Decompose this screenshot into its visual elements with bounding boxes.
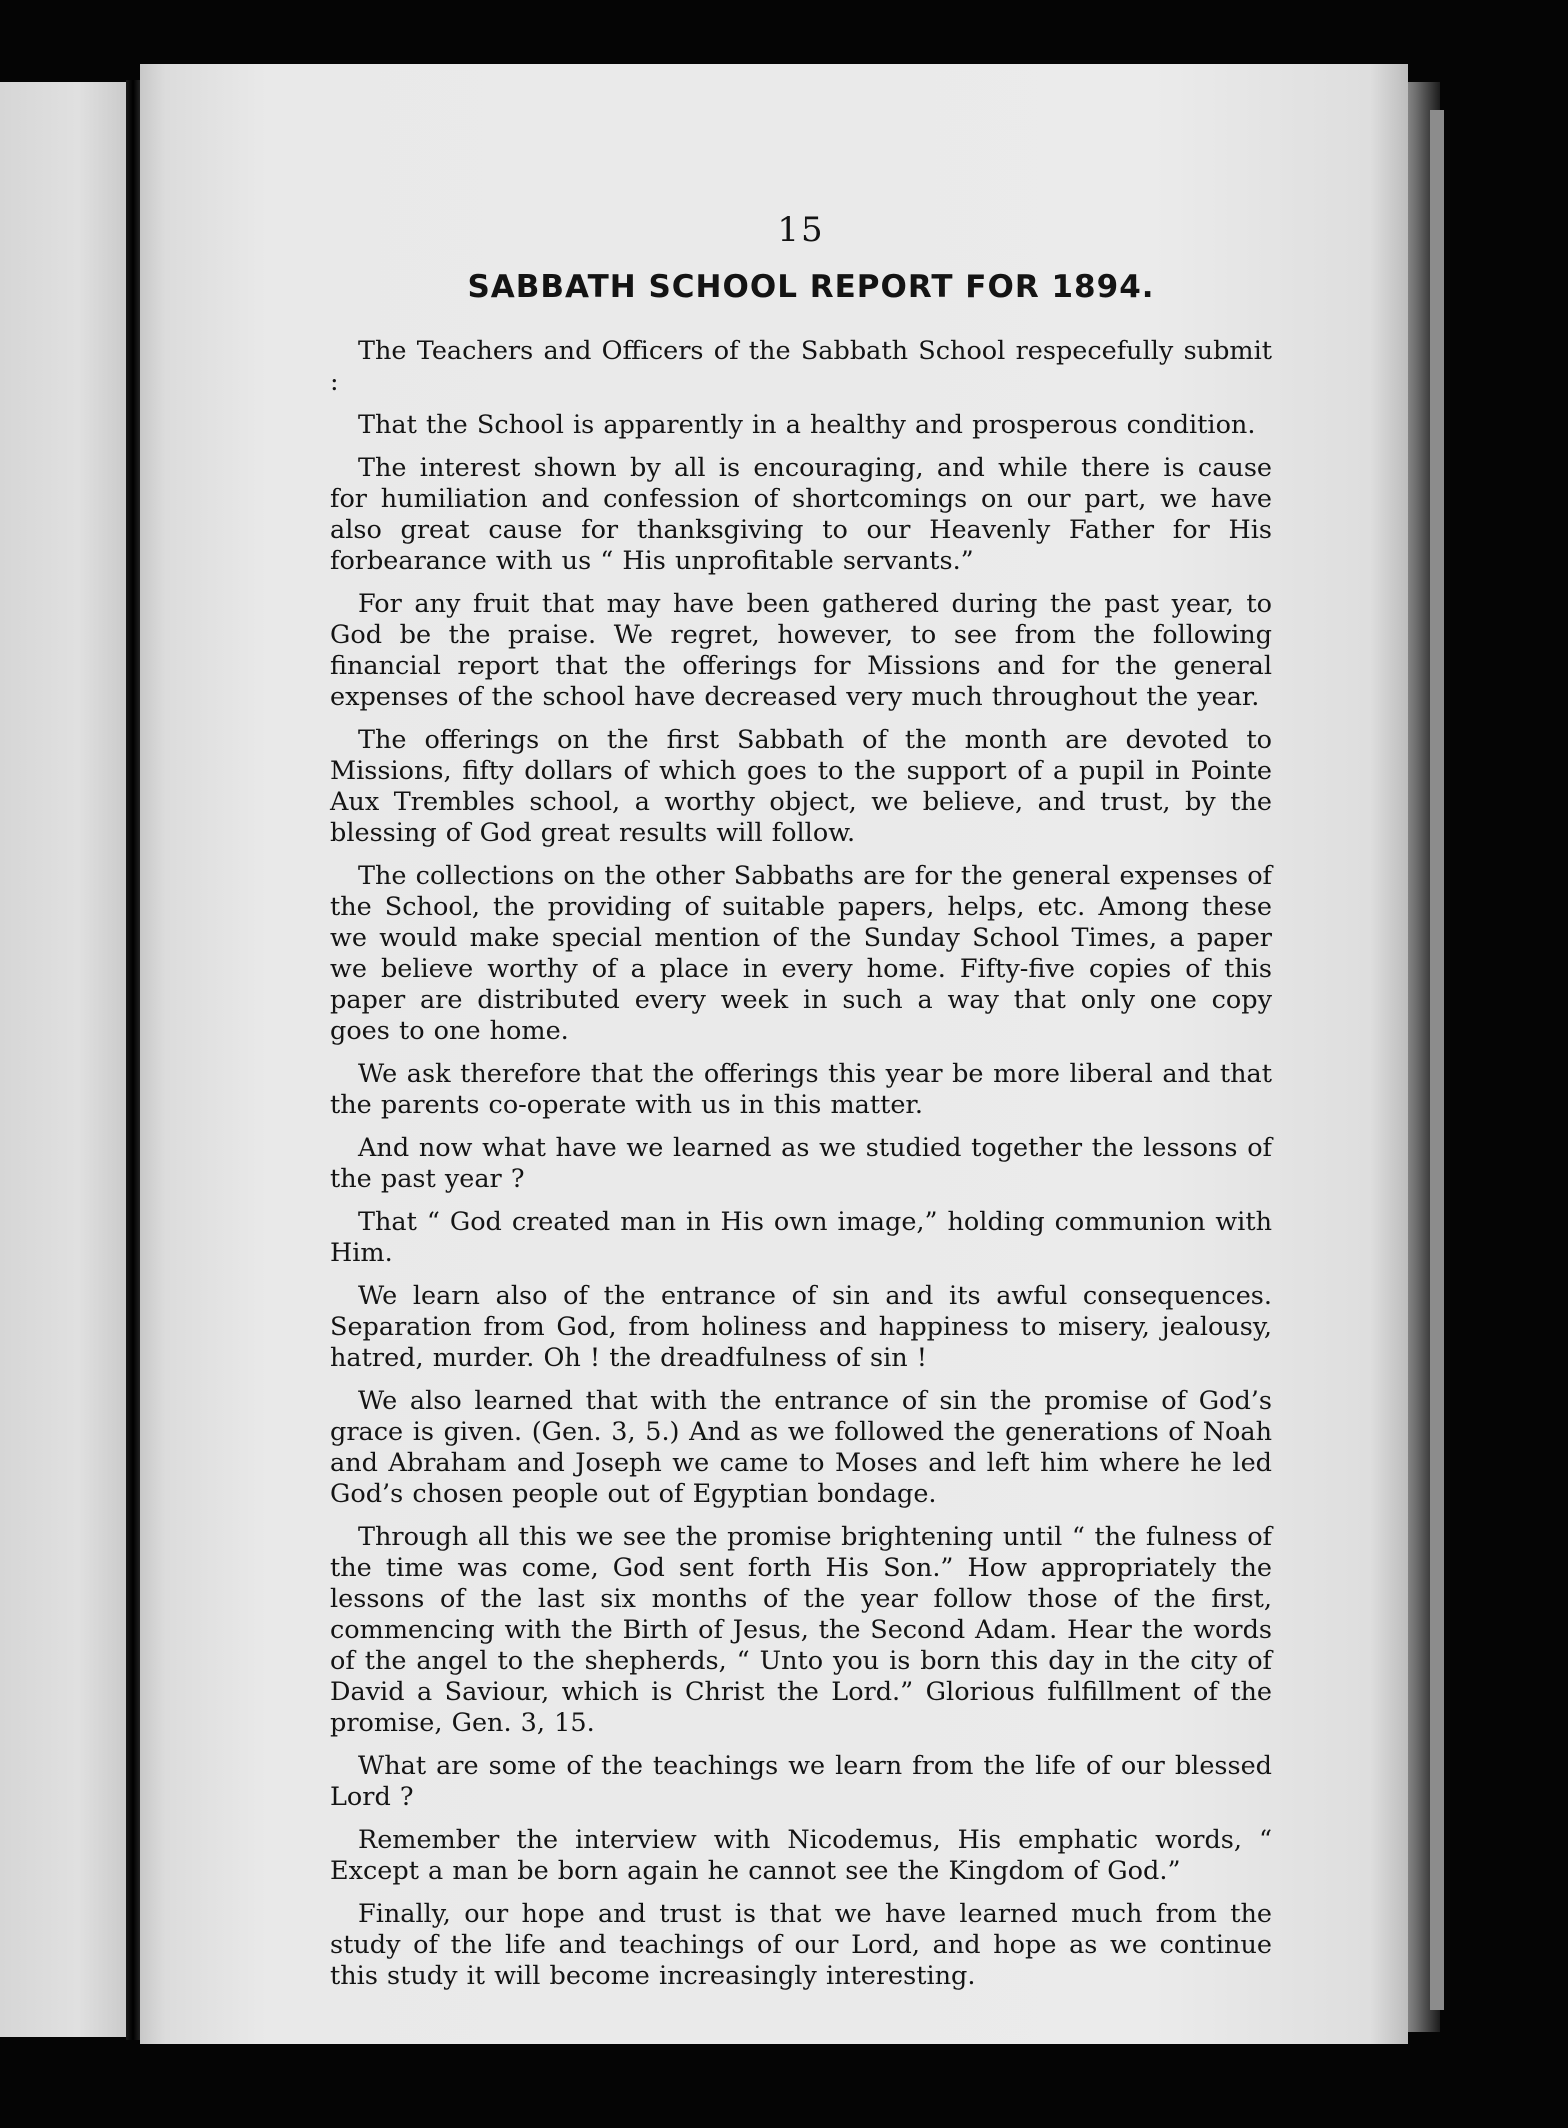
paragraph: And now what have we learned as we studied together the lessons of the past year ? [330, 1133, 1272, 1194]
paragraph: We learn also of the entrance of sin and its awful consequences. Separation from God, from holiness and happiness to misery, jealousy, hatred, murder. Oh ! the dreadfulness of sin ! [330, 1281, 1272, 1373]
page-title: SABBATH SCHOOL REPORT FOR 1894. [467, 269, 1155, 305]
paragraph: That the School is apparently in a healthy and prosperous condition. [358, 410, 1256, 440]
paragraph: For any fruit that may have been gathered during the past year, to God be the praise. We regret, however, to see from the following financial report that the offerings for Missions and for the general expenses of the school have decreased very much throughout the year. [330, 589, 1272, 712]
paragraph: The Teachers and Officers of the Sabbath School respecefully submit : [330, 336, 1272, 397]
paragraph: What are some of the teachings we learn from the life of our blessed Lord ? [330, 1751, 1272, 1812]
paragraph: Finally, our hope and trust is that we have learned much from the study of the life and teachings of our Lord, and hope as we continue this study it will become increasingly interesting. [330, 1899, 1272, 1991]
page-content [330, 210, 1272, 2004]
paragraph: The offerings on the first Sabbath of the month are devoted to Missions, fifty dollars of which goes to the support of a pupil in Pointe Aux Trembles school, a worthy object, we believe, and trust, by the blessing of God great results will follow. [330, 725, 1272, 848]
page-number: 15 [777, 210, 825, 250]
page-stack-edge-inner [1430, 110, 1444, 2010]
facing-page-edge [0, 82, 130, 2037]
paragraph: That “ God created man in His own image,” holding communion with Him. [330, 1207, 1272, 1268]
paragraph: The collections on the other Sabbaths are for the general expenses of the School, the providing of suitable papers, helps, etc. Among these we would make special mention of the Sunday School Times, a paper we believe worthy of a place in every home. Fifty-five copies of this paper are distributed every week in such a way that only one copy goes to one home. [330, 861, 1272, 1046]
paragraph: We ask therefore that the offerings this year be more liberal and that the parents co-operate with us in this matter. [330, 1059, 1272, 1120]
paragraph: Remember the interview with Nicodemus, His emphatic words, “ Except a man be born again he cannot see the Kingdom of God.” [330, 1825, 1272, 1886]
book-gutter [126, 80, 140, 2040]
paragraph: Through all this we see the promise brightening until “ the fulness of the time was come, God sent forth His Son.” How appropriately the lessons of the last six months of the year follow those of the first, commencing with the Birth of Jesus, the Second Adam. Hear the words of the angel to the shepherds, “ Unto you is born this day in the city of David a Saviour, which is Christ the Lord.” Glorious fulfillment of the promise, Gen. 3, 15. [330, 1522, 1272, 1738]
paragraph: We also learned that with the entrance of sin the promise of God’s grace is given. (Gen. 3, 5.) And as we followed the generations of Noah and Abraham and Joseph we came to Moses and left him where he led God’s chosen people out of Egyptian bondage. [330, 1386, 1272, 1509]
paragraph: The interest shown by all is encouraging, and while there is cause for humiliation and confession of shortcomings on our part, we have also great cause for thanksgiving to our Heavenly Father for His forbearance with us “ His unprofitable servants.” [330, 453, 1272, 576]
